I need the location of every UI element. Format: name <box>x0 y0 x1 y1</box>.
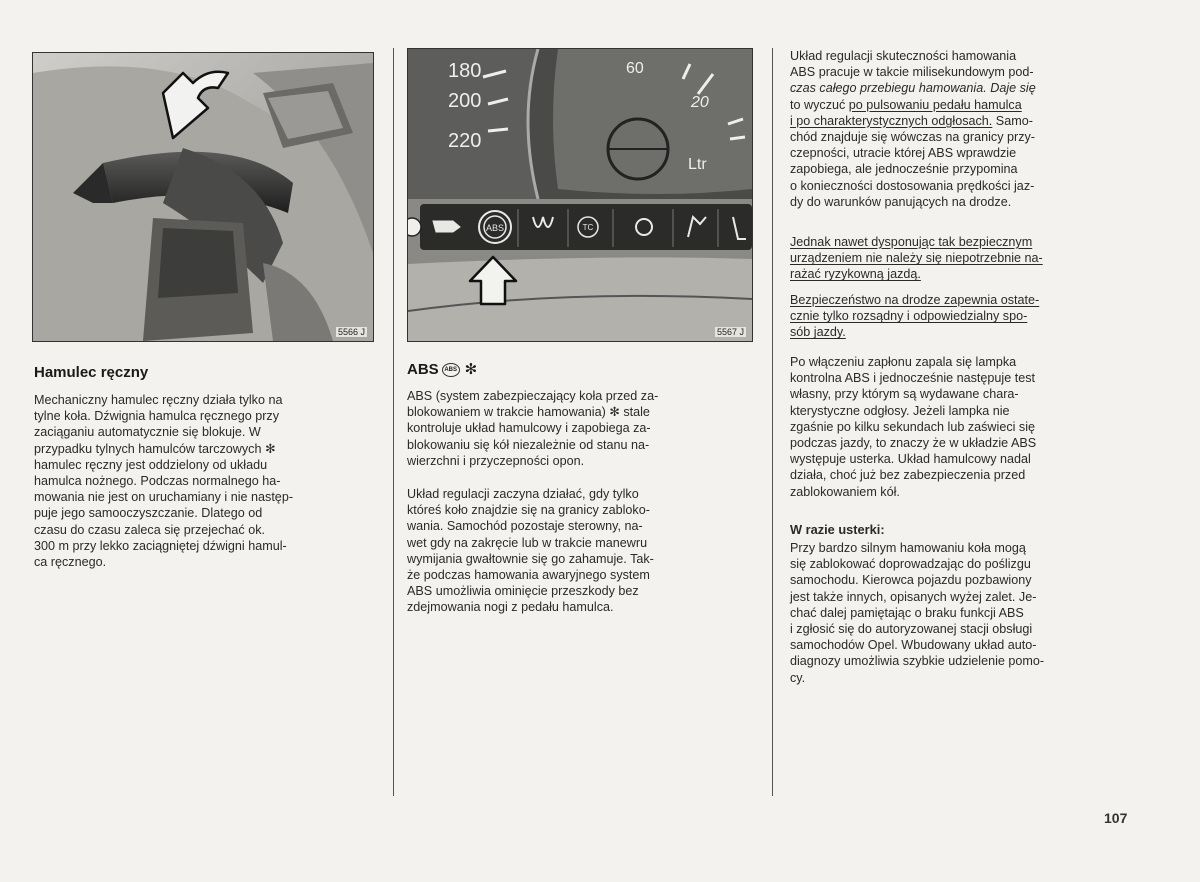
text-line: 300 m przy lekko zaciągniętej dźwigni hamul- <box>34 538 287 553</box>
abs-icon: ABS <box>442 363 460 377</box>
safety-advice-text <box>790 292 1039 341</box>
abs-intro-text <box>407 388 658 469</box>
gauge-label-220: 220 <box>448 130 482 152</box>
text-line: zdejmowania nogi z pedału hamulca. <box>407 600 614 615</box>
page-number: 107 <box>1104 810 1128 826</box>
text-line: cy. <box>790 670 806 685</box>
text-line: ca ręcznego. <box>34 555 107 570</box>
text-line: samochodu. Kierowca pojazdu pozbawiony <box>790 573 1032 588</box>
fault-subheading: W razie usterki: <box>790 522 885 537</box>
text-line: któreś koło znajdzie się na granicy zabloko- <box>407 503 650 518</box>
text-line: hamulec ręczny jest oddzielony od układu <box>34 457 268 472</box>
gauge-label-60: 60 <box>626 60 644 77</box>
text-line: Po włączeniu zapłonu zapala się lampka <box>790 355 1017 369</box>
dashboard-figure <box>407 48 753 342</box>
safety-warning-text <box>790 234 1043 283</box>
abs-icon <box>479 211 511 243</box>
text-line: działa, choć już bez zabezpieczenia przed <box>790 468 1026 483</box>
text-line: sób jazdy. <box>790 325 846 340</box>
text-line: Mechaniczny hamulec ręczny działa tylko na <box>34 393 283 407</box>
text-line: wet gdy na zakręcie lub w trakcie manewru <box>407 535 648 550</box>
text-line: ABS (system zabezpieczający koła przed za- <box>407 389 659 403</box>
text-line: mowania nie jest on uruchamiany i nie następ- <box>34 490 294 505</box>
figure-code: 5567 J <box>716 327 744 337</box>
handbrake-text <box>34 392 293 570</box>
text-line: wymijania gwałtownie się go zahamuje. Tak- <box>407 551 654 566</box>
text-line: rażać ryzykowną jazdą. <box>790 267 921 282</box>
gauge-label-ltr: Ltr <box>688 156 707 173</box>
text-line: zablokowaniem kół. <box>790 484 900 499</box>
text-line: że podczas hamowania awaryjnego system <box>407 568 650 583</box>
section-heading-abs <box>407 360 477 378</box>
text-line: zaciąganiu automatycznie się blokuje. W <box>34 425 261 440</box>
text-line: kontroluje układ hamulcowy i zapobiega za- <box>407 421 651 436</box>
text-line: blokowaniem w trakcie hamowania) ✻ stale <box>407 405 650 420</box>
text-line: i zgłosić się do autoryzowanej stacji obsługi <box>790 622 1033 637</box>
figure-code: 5566 J <box>337 327 365 337</box>
fault-text <box>790 540 1044 686</box>
text-line: ABS umożliwia ominięcie przeszkody bez <box>407 584 639 599</box>
gauge-label-20: 20 <box>691 94 709 111</box>
abs-heading-label: ABS <box>407 361 439 378</box>
text-line: tylne koła. Dźwignia hamulca ręcznego przy <box>34 409 279 424</box>
text-line: samochodów Opel. Wbudowany układ auto- <box>790 638 1037 653</box>
text-line: wierzchni i przyczepności opon. <box>407 453 585 468</box>
gauge-label-180: 180 <box>448 60 482 82</box>
svg-text:ABS: ABS <box>485 223 505 233</box>
text-line: Układ regulacji zaczyna działać, gdy tylko <box>407 487 639 501</box>
handbrake-figure <box>32 52 374 342</box>
text-line: własny, przy którym są wydawane chara- <box>790 387 1019 402</box>
text-line: chać dalej pamiętając o braku funkcji ABS <box>790 605 1024 620</box>
text-line: zgaśnie po kilku sekundach lub zaświeci się <box>790 419 1036 434</box>
text-line: urządzeniem nie należy się niepotrzebnie na- <box>790 251 1043 266</box>
text-line: Przy bardzo silnym hamowaniu koła mogą <box>790 541 1026 555</box>
text-line: kterystyczne odgłosy. Jeżeli lampka nie <box>790 403 1010 418</box>
text-line: puje jego samooczyszczanie. Dlatego od <box>34 506 263 521</box>
column-divider-left <box>393 48 394 796</box>
text-line: się zablokować doprowadzając do poślizgu <box>790 557 1031 572</box>
text-line: blokowaniu się kół niezależnie od stanu na- <box>407 437 650 452</box>
text-line: podczas jazdy, to znaczy że w układzie ABS <box>790 436 1037 451</box>
text-line: kontrolna ABS i jednocześnie następuje test <box>790 371 1036 386</box>
abs-operation-text: Układ regulacji skuteczności hamowania ABS pracuje w takcie milisekundowym pod- czas całego przebiegu hamowania. Daje się to wyczuć po pulsowaniu pedału hamulca i po charakterystycznych odgłosach. Samo- chód znajduje się wówczas na granicy przy- czepności, utracie której ABS wprawdzie zapobiega, ale jednocześnie przypomina o konieczności dostosowania prędkości jaz- dy do warunków panujących na drodze. <box>790 49 1036 209</box>
section-heading-handbrake: Hamulec ręczny <box>34 364 149 381</box>
abs-selftest-text <box>790 354 1036 500</box>
abs-regulation-text <box>407 486 654 616</box>
text-line: wania. Samochód pozostaje sterowny, na- <box>407 519 643 534</box>
text-line: Jednak nawet dysponując tak bezpiecznym <box>790 235 1033 249</box>
text-line: jest także innych, opisanych wyżej zalet. Je- <box>790 589 1037 604</box>
dashboard-illustration <box>408 49 752 341</box>
svg-text:TC: TC <box>582 223 594 232</box>
text-line: czasu do czasu zaleca się przejechać ok. <box>34 522 266 537</box>
text-line: przypadku tylnych hamulców tarczowych ✻ <box>34 441 276 456</box>
optional-equipment-icon: ✻ <box>464 361 478 378</box>
handbrake-lever-illustration <box>33 53 373 341</box>
text-line: hamulca nożnego. Podczas normalnego ha- <box>34 474 281 489</box>
gauge-label-200: 200 <box>448 90 482 112</box>
column-divider-right <box>772 48 773 796</box>
text-line: Bezpieczeństwo na drodze zapewnia ostate- <box>790 293 1040 307</box>
text-line: cznie tylko rozsądny i odpowiedzialny spo- <box>790 309 1028 324</box>
text-line: występuje usterka. Układ hamulcowy nadal <box>790 452 1031 467</box>
text-line: diagnozy umożliwia szybkie udzielenie pomo- <box>790 654 1045 669</box>
